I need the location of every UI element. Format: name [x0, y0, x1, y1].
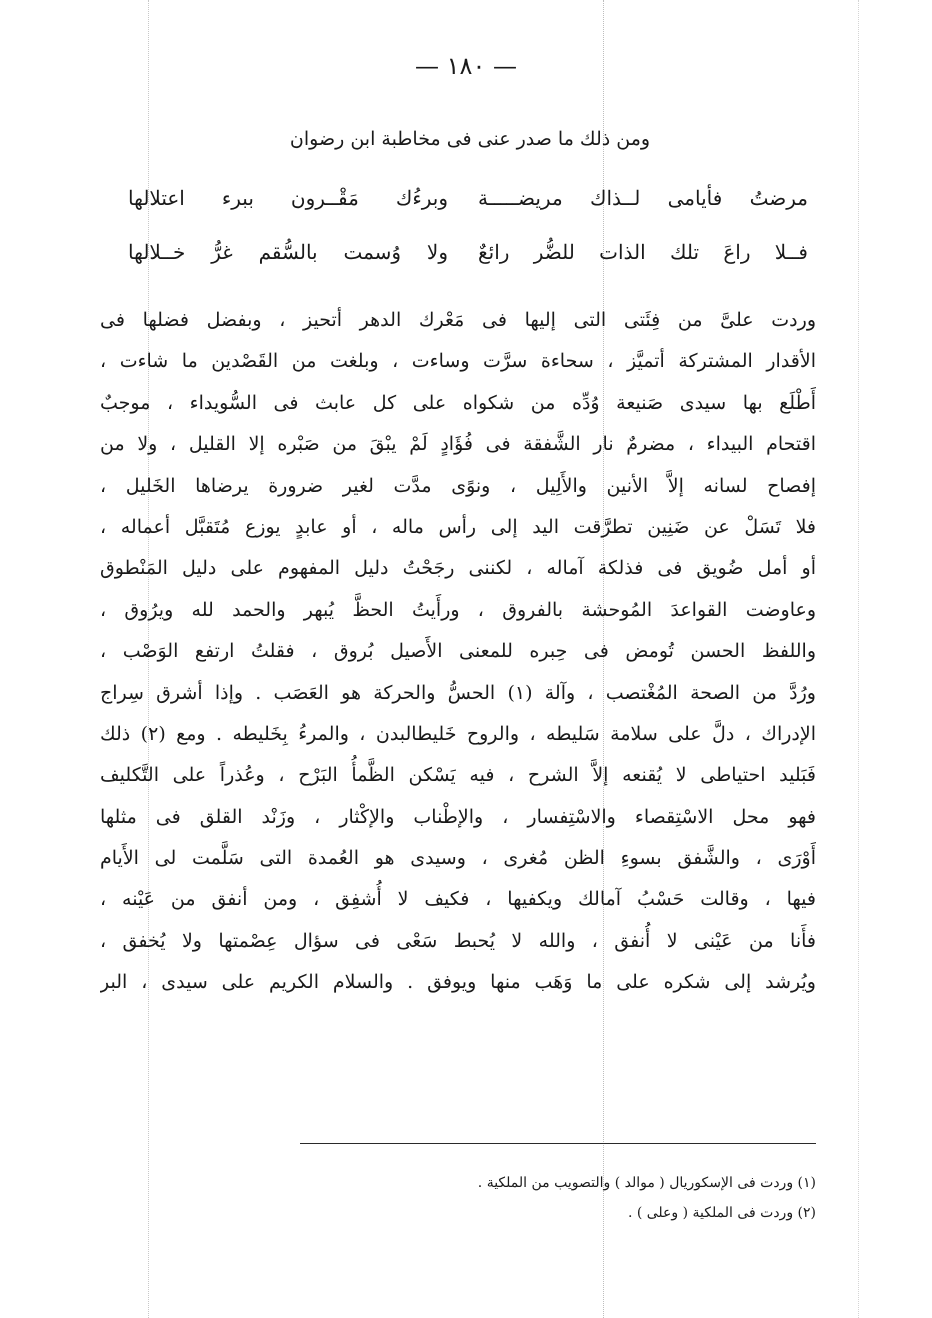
verse-second-hemistich: وبرءُك مَقْــرون ببرء اعتلالها	[128, 186, 448, 210]
text-line: فَبَليد احتياطى لا يُقنعه إلاَّ الشرح ، فيه يَسْكن الظَّمأُ البَرْح ، وعُذراً على التَّكليف	[100, 764, 816, 787]
footnote: (٢) وردت فى الملكية ( وعلى ) .	[627, 1205, 816, 1221]
text-line: أَوْرَى ، والشَّفق بسوءِ الظن مُغرى ، وسيدى هو العُمدة التى سَلَّمت لى الأَيام	[100, 847, 816, 870]
poem-verse	[128, 186, 808, 226]
text-line: الإدراك ، دلَّ على سلامة سَليطه ، والروح خَليطالبدن ، والمرءُ بِخَليطه . ومع (٢) ذلك	[100, 722, 816, 745]
text-line: وعاوضت القواعدَ المُوحشة بالفروق ، ورأَيتُ الحظَّ يُبهر والحمد لله ويرُوق ،	[100, 598, 816, 621]
footnote: (١) وردت فى الإسكوريال ( موالد ) والتصويب من الملكية .	[477, 1175, 816, 1191]
text-line: فلا تَسَلْ عن ضَنِين تطرَّقت اليد إلى رأس ماله ، أو عابدٍ يوزع مُتَقبَّل أعماله ،	[100, 515, 816, 538]
verse-first-hemistich: فــلا راعَ تلك الذات للضُّر رائعٌ	[478, 240, 808, 264]
text-line: إفصاح لسانه إلاَّ الأنين والأَلِيل ، ونوًى مدَّت لغير ضرورة يرضاها الخَليل ،	[100, 474, 816, 497]
verse-first-hemistich: مرضتُ فأيامى لــذاك مريضـــــة	[478, 186, 808, 210]
text-line: أو أمل ضُويق فى فذلكة آماله ، لكننى رجَحْتُ دليل المفهوم على دليل المَنْطوق	[100, 557, 816, 580]
text-line: اقتحام البيداء ، مضرمٌ نار الشَّفقة فى فُؤَادٍ لَمْ يبْقَ من صَبْره إلا القليل ، ولا من	[100, 433, 816, 456]
text-line: أَطْلَع بها سيدى صَنيعة وُدِّه من شكواه على كل عابث فى السُّويداء ، موجبٌ	[100, 391, 816, 414]
text-line: ويُرشد إلى شكره على ما وَهَب منها ويوفق . والسلام الكريم على سيدى ، البر	[100, 971, 816, 994]
text-line: فهو محل الاسْتِقصاء والاسْتِفسار ، والإطْناب والإكْثار ، وزَنْد القلق فى مثلها	[100, 805, 816, 828]
text-line: الأقدار المشتركة أتميَّز ، سحاءة سرَّت وساءت ، وبلغت من القَصْدين ما شاءت ،	[100, 350, 816, 373]
body-text	[100, 300, 816, 1004]
footnotes	[300, 1168, 816, 1228]
poem-verse	[128, 240, 808, 280]
section-title: ومن ذلك ما صدر عنى فى مخاطبة ابن رضوان	[289, 128, 651, 150]
text-line: واللفظ الحسن تُومض فى حِبره للمعنى الأَصيل بُروق ، فقلتُ ارتفع الوَصْب ،	[100, 640, 816, 663]
footnote-separator	[300, 1143, 816, 1144]
text-line: فأَنا من عَيْنى لا أُنفق ، والله لا يُحبط سَعْى فى سؤال عِصْمتها ولا يُخفق ،	[100, 929, 816, 952]
scan-fold-line	[858, 0, 859, 1318]
verse-second-hemistich: ولا وُسمت بالسُّقم غرُّ خــلالها	[128, 240, 448, 264]
text-line: وردت علىَّ من فِئَتى التى إليها فى مَعْرك الدهر أتحيز ، وبفضل فضلها فى	[100, 309, 816, 331]
text-line: ورُدَّ من الصحة المُغْتصب ، وآلة (١) الحسُّ والحركة هو العَصَب . وإذا أشرق سِراج	[100, 681, 816, 704]
text-line: فيها ، وقالت حَسْبُ آمالك ويكفيها ، فكيف لا أُشفِق ، ومن أنفق من عَيْنه ،	[100, 888, 816, 911]
page-number: — ١٨٠ —	[415, 52, 517, 80]
